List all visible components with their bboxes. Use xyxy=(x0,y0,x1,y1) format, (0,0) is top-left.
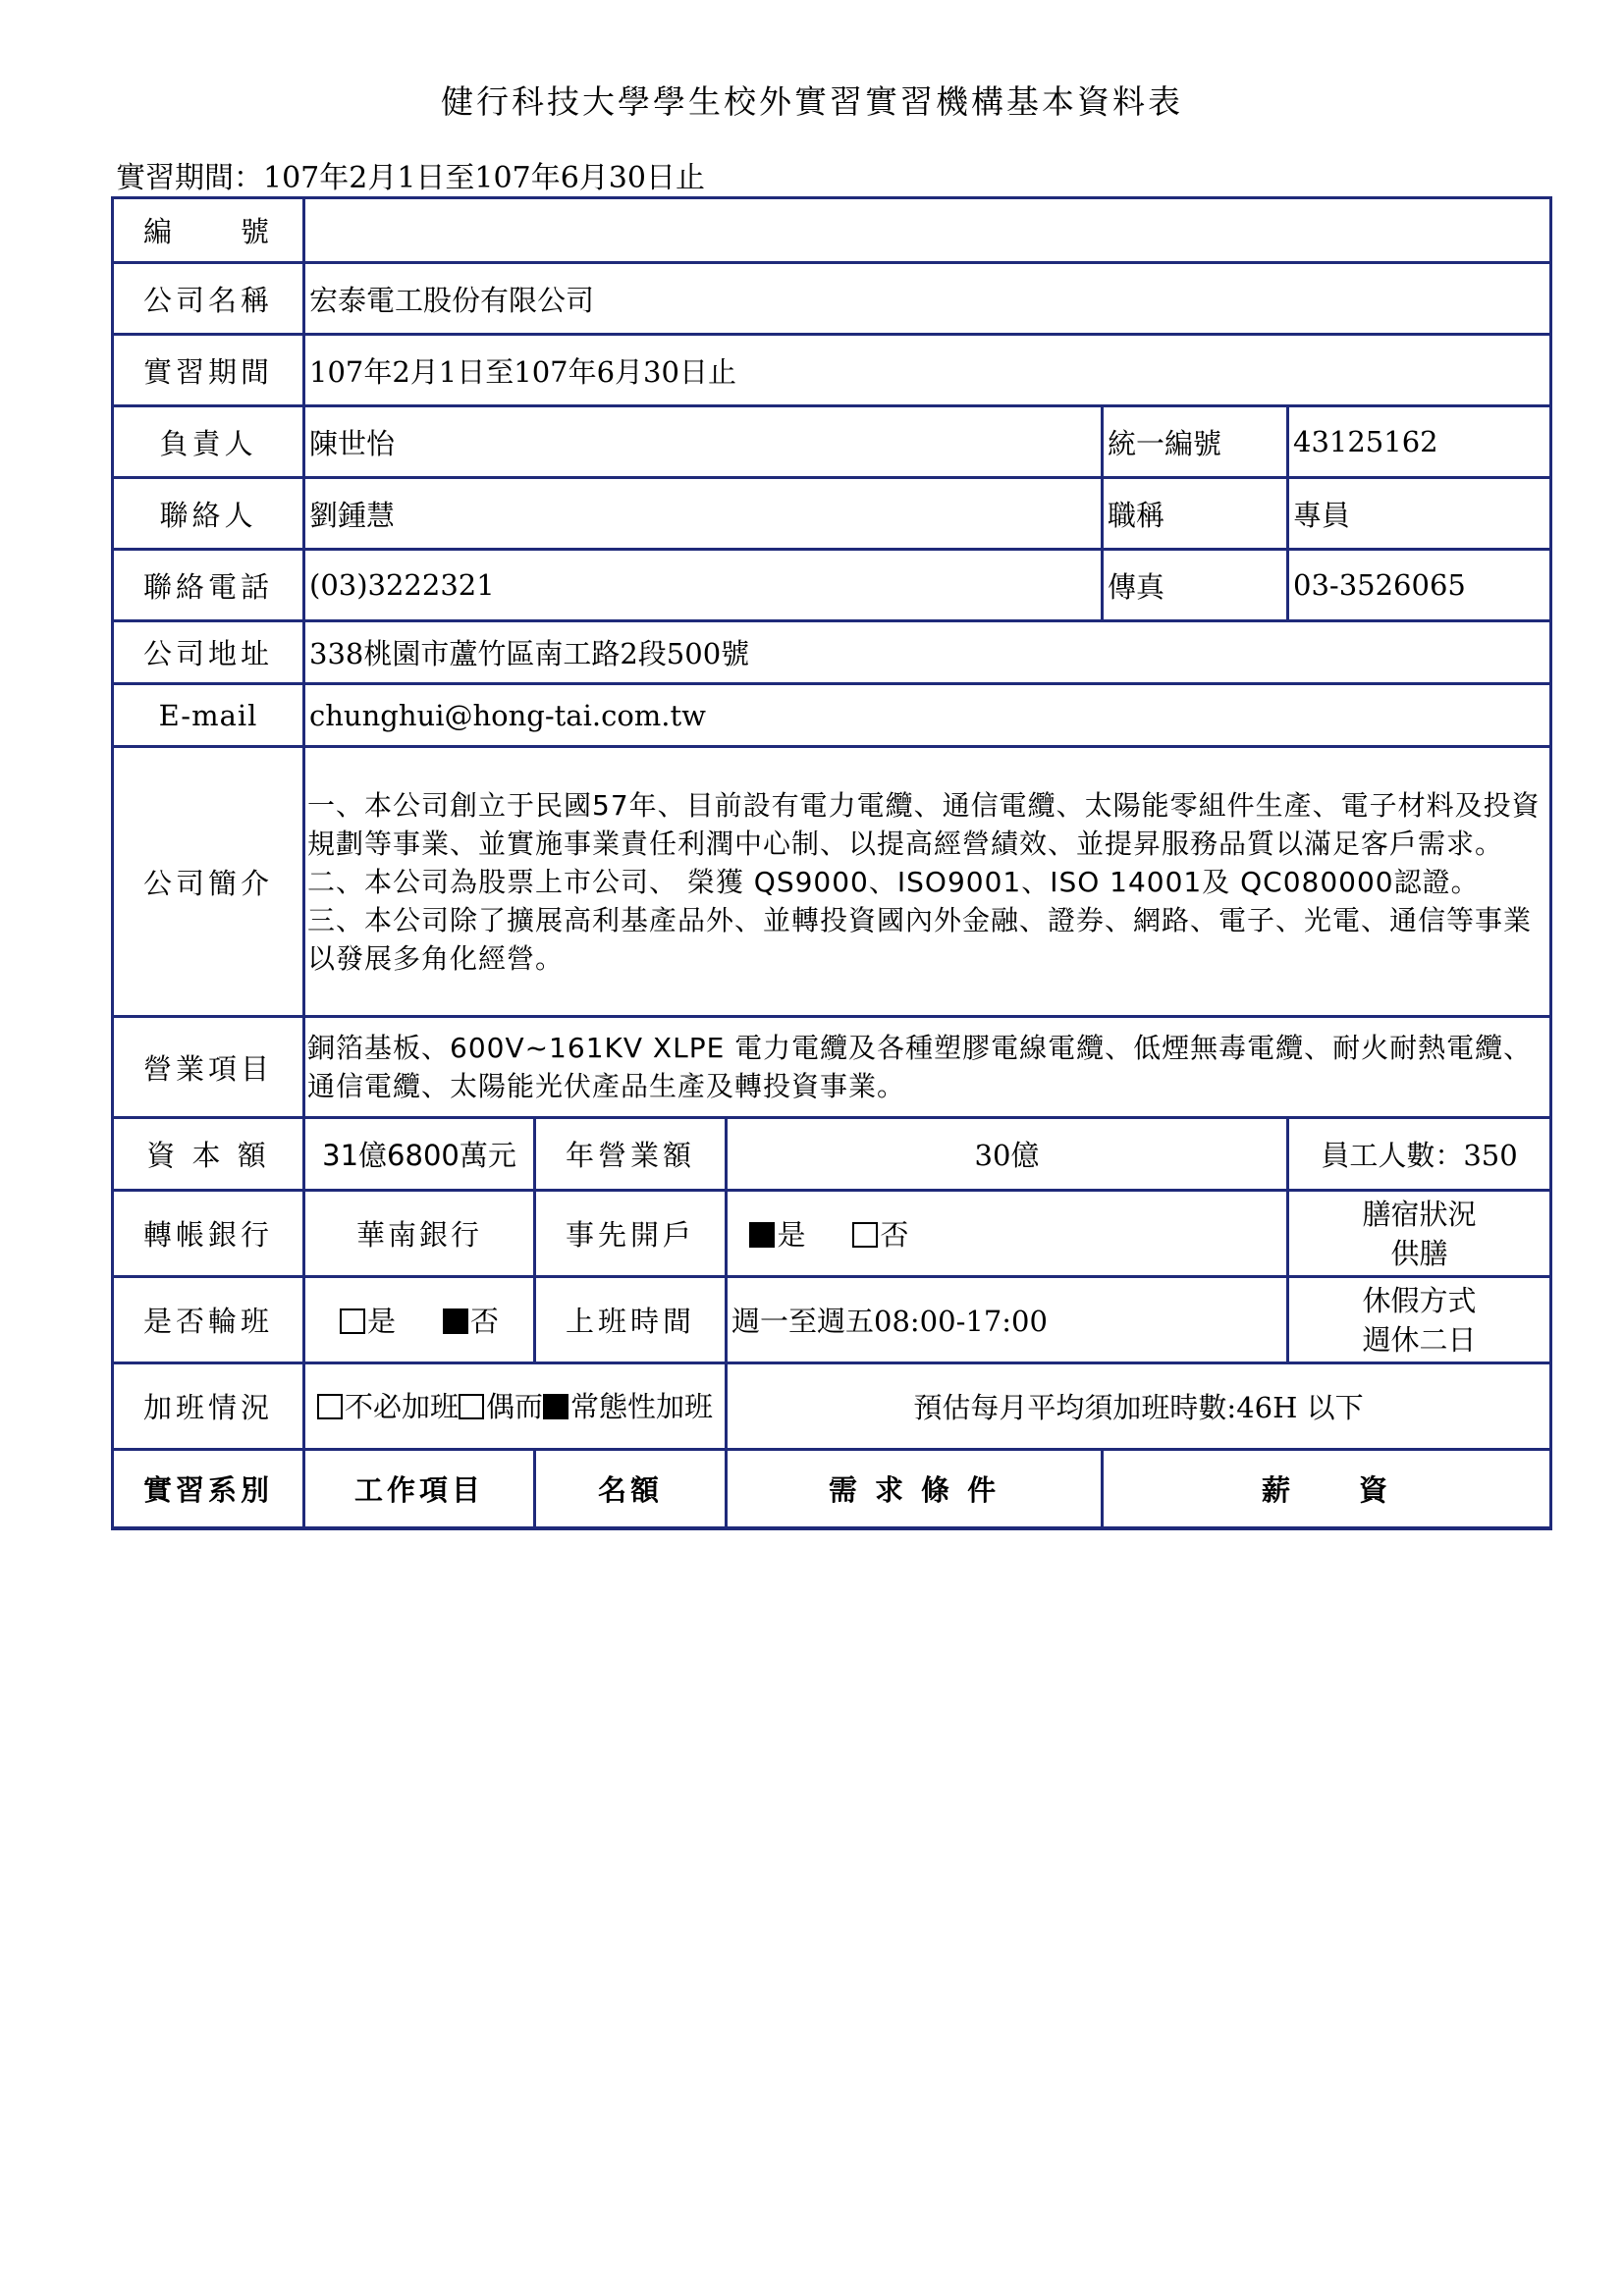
email-value: chunghui@hong-tai.com.tw xyxy=(304,684,1551,747)
row-capital xyxy=(113,1118,1551,1191)
contact-label: 聯絡人 xyxy=(113,478,304,550)
intro-line-2: 二、本公司為股票上市公司、 榮獲 QS9000、ISO9001、ISO 14001及 QC080000認證。 xyxy=(307,865,1480,898)
tax-id-value: 43125162 xyxy=(1288,406,1551,478)
pre-account-no-checkbox[interactable] xyxy=(852,1222,878,1248)
shift-options xyxy=(304,1277,535,1363)
overtime-none-label: 不必加班 xyxy=(344,1389,459,1423)
overtime-regular-label: 常態性加班 xyxy=(570,1389,714,1423)
row-phone xyxy=(113,550,1551,621)
job-title-label: 職稱 xyxy=(1103,478,1288,550)
pre-account-options xyxy=(727,1191,1288,1277)
overtime-regular-checkbox[interactable] xyxy=(543,1394,568,1419)
period-line: 實習期間：107年2月1日至107年6月30日止 xyxy=(116,161,705,195)
business-label: 營業項目 xyxy=(113,1017,304,1118)
leave-value: 週休二日 xyxy=(1362,1322,1477,1357)
overtime-occasional-label: 偶而 xyxy=(485,1389,543,1423)
company-value: 宏泰電工股份有限公司 xyxy=(304,263,1551,335)
leave-cell xyxy=(1288,1277,1551,1363)
address-label: 公司地址 xyxy=(113,621,304,684)
job-header-dept: 實習系別 xyxy=(113,1450,304,1528)
row-bank xyxy=(113,1191,1551,1277)
period-label: 實習期間 xyxy=(113,335,304,406)
shift-label: 是否輪班 xyxy=(113,1277,304,1363)
email-label: E-mail xyxy=(113,684,304,747)
phone-label: 聯絡電話 xyxy=(113,550,304,621)
row-email xyxy=(113,684,1551,747)
owner-label: 負責人 xyxy=(113,406,304,478)
bank-value: 華南銀行 xyxy=(304,1191,535,1277)
info-table xyxy=(111,196,1552,1530)
shift-no-label: 否 xyxy=(470,1305,500,1338)
pre-account-no-label: 否 xyxy=(880,1218,909,1252)
number-value xyxy=(304,198,1551,263)
shift-yes-checkbox[interactable] xyxy=(340,1308,365,1334)
job-header-quota: 名額 xyxy=(535,1450,727,1528)
row-business xyxy=(113,1017,1551,1118)
overtime-none-checkbox[interactable] xyxy=(317,1394,343,1419)
contact-value: 劉鍾慧 xyxy=(304,478,1103,550)
pre-account-yes-label: 是 xyxy=(777,1218,806,1252)
job-header-work: 工作項目 xyxy=(304,1450,535,1528)
row-company xyxy=(113,263,1551,335)
job-header-requirements: 需 求 條 件 xyxy=(727,1450,1103,1528)
meal-label: 膳宿狀況 xyxy=(1362,1197,1477,1231)
business-value: 銅箔基板、600V~161KV XLPE 電力電纜及各種塑膠電線電纜、低煙無毒電纜、耐火耐熱電纜、通信電纜、太陽能光伏產品生產及轉投資事業。 xyxy=(304,1017,1551,1118)
overtime-estimate: 預估每月平均須加班時數:46H 以下 xyxy=(727,1363,1551,1450)
company-label: 公司名稱 xyxy=(113,263,304,335)
revenue-label: 年營業額 xyxy=(535,1118,727,1191)
shift-yes-label: 是 xyxy=(366,1305,396,1338)
row-intro xyxy=(113,747,1551,1017)
intro-line-3: 三、本公司除了擴展高利基產品外、並轉投資國內外金融、證券、網路、電子、光電、通信等事業以發展多角化經營。 xyxy=(307,903,1533,975)
job-title-value: 專員 xyxy=(1288,478,1551,550)
overtime-options xyxy=(304,1363,727,1450)
period-value: 107年2月1日至107年6月30日止 xyxy=(304,335,1551,406)
intro-text xyxy=(304,747,1551,1017)
meal-value: 供膳 xyxy=(1390,1236,1448,1270)
row-address xyxy=(113,621,1551,684)
shift-no-checkbox[interactable] xyxy=(443,1308,468,1334)
bank-label: 轉帳銀行 xyxy=(113,1191,304,1277)
intro-label: 公司簡介 xyxy=(113,747,304,1017)
phone-value: (03)3222321 xyxy=(304,550,1103,621)
row-overtime xyxy=(113,1363,1551,1450)
job-header-salary: 薪 資 xyxy=(1103,1450,1551,1528)
pre-account-label: 事先開戶 xyxy=(535,1191,727,1277)
owner-value: 陳世怡 xyxy=(304,406,1103,478)
tax-id-label: 統一編號 xyxy=(1103,406,1288,478)
number-label: 編 號 xyxy=(113,198,304,263)
leave-label: 休假方式 xyxy=(1362,1283,1477,1317)
row-shift xyxy=(113,1277,1551,1363)
meal-cell xyxy=(1288,1191,1551,1277)
intro-line-1: 一、本公司創立于民國57年、目前設有電力電纜、通信電纜、太陽能零組件生產、電子材料及投資規劃等事業、並實施事業責任利潤中心制、以提高經營績效、並提昇服務品質以滿足客戶需求。 xyxy=(307,788,1541,860)
row-owner xyxy=(113,406,1551,478)
fax-value: 03-3526065 xyxy=(1288,550,1551,621)
pre-account-yes-checkbox[interactable] xyxy=(749,1222,775,1248)
job-header-row xyxy=(113,1450,1551,1528)
overtime-occasional-checkbox[interactable] xyxy=(459,1394,484,1419)
work-hours-value: 週一至週五08:00-17:00 xyxy=(727,1277,1288,1363)
revenue-value: 30億 xyxy=(727,1118,1288,1191)
row-period xyxy=(113,335,1551,406)
overtime-label: 加班情況 xyxy=(113,1363,304,1450)
capital-label: 資 本 額 xyxy=(113,1118,304,1191)
fax-label: 傳真 xyxy=(1103,550,1288,621)
row-contact xyxy=(113,478,1551,550)
form-title: 健行科技大學學生校外實習實習機構基本資料表 xyxy=(441,82,1183,121)
employee-count: 員工人數：350 xyxy=(1288,1118,1551,1191)
work-hours-label: 上班時間 xyxy=(535,1277,727,1363)
address-value: 338桃園市蘆竹區南工路2段500號 xyxy=(304,621,1551,684)
capital-value: 31億6800萬元 xyxy=(304,1118,535,1191)
row-number xyxy=(113,198,1551,263)
